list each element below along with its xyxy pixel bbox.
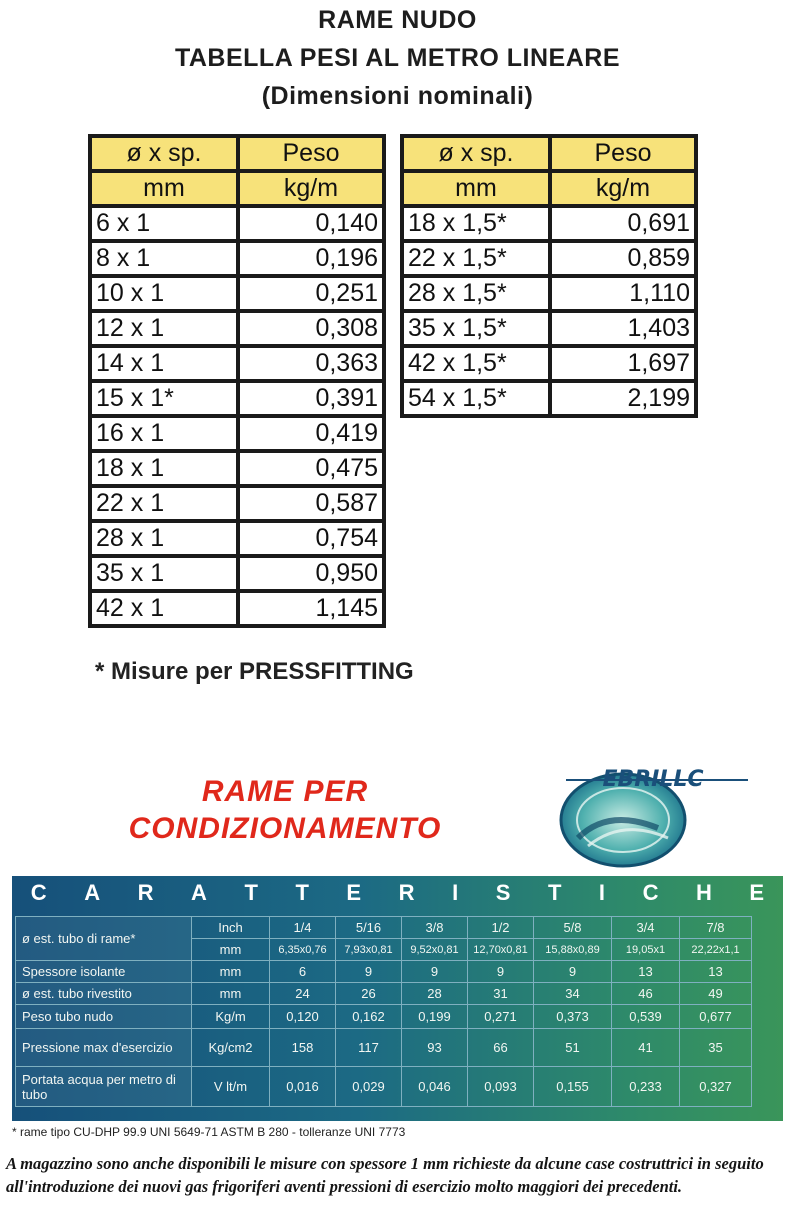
weight-cell: 1,697: [550, 346, 696, 381]
info-paragraph: A magazzino sono anche disponibili le misure con spessore 1 mm richieste da alcune case costruttrici in seguito all'introduzione dei nuovi gas frigoriferi aventi pressioni di esercizio molto maggiori dei precedenti.: [6, 1154, 764, 1196]
header-letter: C: [30, 880, 47, 905]
spec-row: [16, 983, 752, 1005]
footnote: * rame tipo CU-DHP 99.9 UNI 5649-71 ASTM B 280 - tolleranze UNI 7773: [12, 1125, 406, 1139]
dimension-cell: 8 x 1: [90, 241, 238, 276]
title-line-3: (Dimensioni nominali): [261, 82, 534, 110]
header-letter: A: [84, 880, 101, 905]
spec-value: 46: [612, 983, 680, 1005]
characteristics-header: [12, 876, 783, 910]
spec-inch-5: 5/8: [534, 917, 612, 939]
table-row: [402, 346, 696, 381]
spec-value: 13: [612, 961, 680, 983]
dimension-cell: 28 x 1: [90, 521, 238, 556]
spec-row: [16, 1005, 752, 1029]
pressfitting-note: * Misure per PRESSFITTING: [95, 658, 414, 685]
promo-title-line-1: RAME PER: [201, 775, 369, 808]
spec-mm-7: 22,22x1,1: [680, 939, 752, 961]
weight-cell: 0,691: [550, 206, 696, 241]
spec-value: 34: [534, 983, 612, 1005]
table-row: [90, 206, 384, 241]
header-letter: I: [452, 880, 459, 905]
spec-unit: mm: [192, 983, 270, 1005]
dimension-cell: 42 x 1: [90, 591, 238, 626]
logo-wordmark: EBRILLC: [602, 767, 704, 792]
spec-value: 0,539: [612, 1005, 680, 1029]
dimension-cell: 35 x 1,5*: [402, 311, 550, 346]
spec-value: 93: [402, 1029, 468, 1067]
dimension-cell: 12 x 1: [90, 311, 238, 346]
header-letter: R: [137, 880, 154, 905]
header-weight: Peso: [550, 136, 696, 171]
spec-value: 0,327: [680, 1067, 752, 1107]
weight-cell: 0,140: [238, 206, 384, 241]
spec-value: 0,155: [534, 1067, 612, 1107]
table-row: [402, 381, 696, 416]
dimension-cell: 18 x 1,5*: [402, 206, 550, 241]
header-letter: T: [244, 880, 258, 905]
header-dimension: ø x sp.: [90, 136, 238, 171]
spec-inch-2: 5/16: [336, 917, 402, 939]
spec-mm-2: 7,93x0,81: [336, 939, 402, 961]
spec-label-external-diameter: ø est. tubo di rame*: [16, 917, 192, 961]
weight-cell: 0,308: [238, 311, 384, 346]
header-letter: R: [398, 880, 415, 905]
table-row: [90, 556, 384, 591]
header-weight: Peso: [238, 136, 384, 171]
table-header-row: [402, 136, 696, 171]
header-weight-unit: kg/m: [238, 171, 384, 206]
spec-row: [16, 1029, 752, 1067]
header-letter: T: [547, 880, 562, 905]
header-dimension: ø x sp.: [402, 136, 550, 171]
table-header-row: [90, 136, 384, 171]
spec-value: 0,677: [680, 1005, 752, 1029]
characteristics-table: [15, 916, 752, 1107]
table-header-row: [90, 171, 384, 206]
table-row: [90, 416, 384, 451]
spec-mm-1: 6,35x0,76: [270, 939, 336, 961]
weight-cell: 1,145: [238, 591, 384, 626]
header-letter: T: [295, 880, 309, 905]
weight-cell: 0,196: [238, 241, 384, 276]
header-weight-unit: kg/m: [550, 171, 696, 206]
spec-inch-4: 1/2: [468, 917, 534, 939]
spec-label: Spessore isolante: [16, 961, 192, 983]
spec-value: 0,373: [534, 1005, 612, 1029]
spec-value: 66: [468, 1029, 534, 1067]
weight-cell: 0,859: [550, 241, 696, 276]
spec-inch-1: 1/4: [270, 917, 336, 939]
dimension-cell: 54 x 1,5*: [402, 381, 550, 416]
characteristics-panel: [12, 876, 783, 1121]
spec-mm-6: 19,05x1: [612, 939, 680, 961]
spec-label: Pressione max d'esercizio: [16, 1029, 192, 1067]
promo-title-line-2: CONDIZIONAMENTO: [128, 812, 442, 845]
table-row: [90, 486, 384, 521]
spec-value: 31: [468, 983, 534, 1005]
spec-mm-4: 12,70x0,81: [468, 939, 534, 961]
spec-value: 24: [270, 983, 336, 1005]
header-letter: H: [696, 880, 712, 905]
header-letter: E: [346, 880, 362, 905]
spec-value: 41: [612, 1029, 680, 1067]
weight-table-right: [400, 134, 698, 418]
table-row: [90, 591, 384, 626]
weight-cell: 0,391: [238, 381, 384, 416]
weight-table-left: [88, 134, 386, 628]
spec-inch-7: 7/8: [680, 917, 752, 939]
weight-cell: 0,475: [238, 451, 384, 486]
table-row: [90, 381, 384, 416]
spec-value: 9: [336, 961, 402, 983]
weight-cell: 0,754: [238, 521, 384, 556]
dimension-cell: 15 x 1*: [90, 381, 238, 416]
spec-unit: V lt/m: [192, 1067, 270, 1107]
dimension-cell: 42 x 1,5*: [402, 346, 550, 381]
dimension-cell: 18 x 1: [90, 451, 238, 486]
spec-value: 0,199: [402, 1005, 468, 1029]
spec-unit: Kg/cm2: [192, 1029, 270, 1067]
spec-value: 9: [468, 961, 534, 983]
header-dimension-unit: mm: [90, 171, 238, 206]
weight-cell: 1,110: [550, 276, 696, 311]
dimension-cell: 35 x 1: [90, 556, 238, 591]
table-row: [402, 241, 696, 276]
spec-unit: mm: [192, 961, 270, 983]
table-row: [402, 206, 696, 241]
spec-value: 0,093: [468, 1067, 534, 1107]
spec-value: 117: [336, 1029, 402, 1067]
spec-value: 9: [534, 961, 612, 983]
spec-value: 51: [534, 1029, 612, 1067]
spec-value: 13: [680, 961, 752, 983]
spec-row-inch: [16, 917, 752, 939]
table-row: [90, 241, 384, 276]
spec-value: 35: [680, 1029, 752, 1067]
title-line-1: RAME NUDO: [318, 6, 477, 34]
spec-value: 49: [680, 983, 752, 1005]
header-letter: C: [642, 880, 659, 905]
dimension-cell: 16 x 1: [90, 416, 238, 451]
dimension-cell: 28 x 1,5*: [402, 276, 550, 311]
table-row: [90, 311, 384, 346]
weight-cell: 0,950: [238, 556, 384, 591]
dimension-cell: 22 x 1,5*: [402, 241, 550, 276]
spec-inch-3: 3/8: [402, 917, 468, 939]
spec-value: 0,271: [468, 1005, 534, 1029]
title-line-2: TABELLA PESI AL METRO LINEARE: [174, 44, 621, 72]
weight-cell: 0,363: [238, 346, 384, 381]
table-header-row: [402, 171, 696, 206]
spec-label: ø est. tubo rivestito: [16, 983, 192, 1005]
spec-value: 28: [402, 983, 468, 1005]
spec-value: 158: [270, 1029, 336, 1067]
weight-cell: 1,403: [550, 311, 696, 346]
dimension-cell: 22 x 1: [90, 486, 238, 521]
table-row: [402, 276, 696, 311]
header-letter: E: [749, 880, 765, 905]
spec-inch-6: 3/4: [612, 917, 680, 939]
spec-row: [16, 961, 752, 983]
weight-cell: 2,199: [550, 381, 696, 416]
spec-value: 0,029: [336, 1067, 402, 1107]
spec-value: 0,233: [612, 1067, 680, 1107]
weight-cell: 0,251: [238, 276, 384, 311]
table-row: [90, 451, 384, 486]
brand-logo: [548, 758, 758, 870]
spec-value: 6: [270, 961, 336, 983]
spec-label: Peso tubo nudo: [16, 1005, 192, 1029]
header-letter: S: [495, 880, 511, 905]
spec-mm-3: 9,52x0,81: [402, 939, 468, 961]
weight-cell: 0,587: [238, 486, 384, 521]
dimension-cell: 14 x 1: [90, 346, 238, 381]
table-row: [90, 346, 384, 381]
header-dimension-unit: mm: [402, 171, 550, 206]
table-row: [90, 521, 384, 556]
dimension-cell: 10 x 1: [90, 276, 238, 311]
weight-cell: 0,419: [238, 416, 384, 451]
dimension-cell: 6 x 1: [90, 206, 238, 241]
spec-label: Portata acqua per metro di tubo: [16, 1067, 192, 1107]
spec-row: [16, 1067, 752, 1107]
spec-value: 9: [402, 961, 468, 983]
table-row: [90, 276, 384, 311]
header-letter: A: [191, 880, 207, 905]
spec-mm-5: 15,88x0,89: [534, 939, 612, 961]
spec-value: 0,046: [402, 1067, 468, 1107]
spec-unit: Kg/m: [192, 1005, 270, 1029]
spec-unit-mm: mm: [192, 939, 270, 961]
spec-unit-inch: Inch: [192, 917, 270, 939]
spec-value: 26: [336, 983, 402, 1005]
spec-value: 0,120: [270, 1005, 336, 1029]
table-row: [402, 311, 696, 346]
spec-value: 0,162: [336, 1005, 402, 1029]
spec-value: 0,016: [270, 1067, 336, 1107]
header-letter: I: [598, 880, 606, 905]
